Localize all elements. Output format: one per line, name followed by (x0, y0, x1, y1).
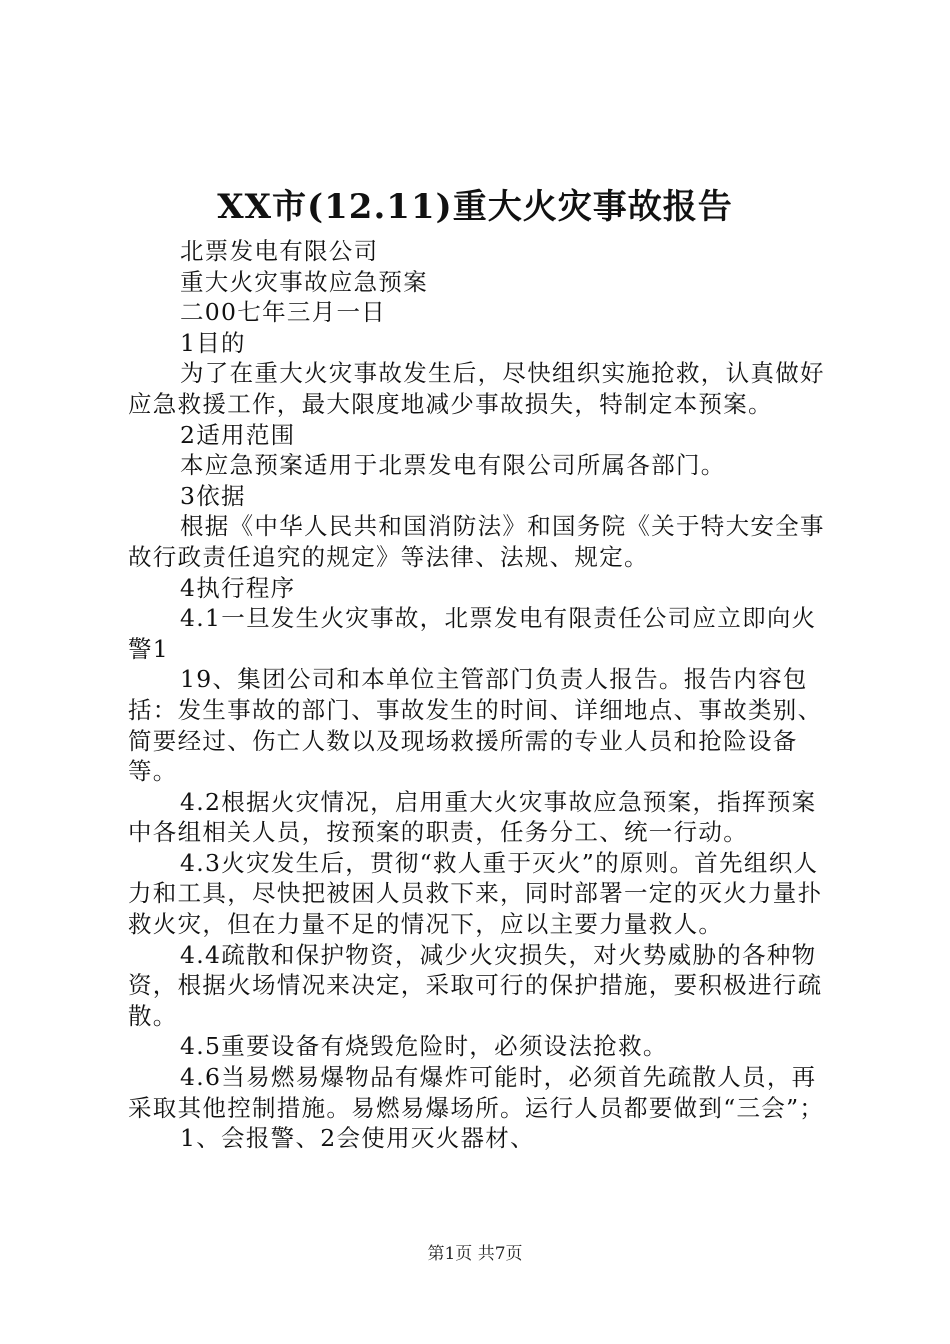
page-footer: 第1页 共7页 (427, 1244, 523, 1264)
paragraph: 4.1一旦发生火灾事故，北票发电有限责任公司应立即向火警1 (128, 604, 817, 663)
paragraph: 3依据 (180, 481, 246, 510)
paragraph: 为了在重大火灾事故发生后，尽快组织实施抢救，认真做好应急救援工作，最大限度地减少事故损失，特制定本预案。 (128, 359, 825, 418)
paragraph: 1、会报警、2会使用灭火器材、 (180, 1124, 535, 1153)
paragraph: 4.4疏散和保护物资，减少火灾损失，对火势威胁的各种物资，根据火场情况来决定，采取可行的保护措施，要积极进行疏散。 (128, 940, 823, 1030)
paragraph: 根据《中华人民共和国消防法》和国务院《关于特大安全事故行政责任追究的规定》等法律、法规、规定。 (128, 512, 825, 571)
paragraph: 2适用范围 (180, 420, 296, 449)
paragraph: 4.2根据火灾情况，启用重大火灾事故应急预案，指挥预案中各组相关人员，按预案的职责，任务分工、统一行动。 (128, 787, 817, 847)
document-body (128, 236, 828, 1154)
paragraph: 4执行程序 (180, 573, 296, 602)
document-title: XX市(12.11)重大火灾事故报告 (217, 187, 733, 227)
paragraph: 19、集团公司和本单位主管部门负责人报告。报告内容包括：发生事故的部门、事故发生的时间、详细地点、事故类别、简要经过、伤亡人数以及现场救援所需的专业人员和抢险设备等。 (128, 665, 823, 786)
paragraph: 二00七年三月一日 (180, 298, 387, 327)
paragraph: 4.6当易燃易爆物品有爆炸可能时，必须首先疏散人员，再采取其他控制措施。易燃易爆场所。运行人员都要做到“三会”； (128, 1063, 825, 1122)
paragraph: 重大火灾事故应急预案 (180, 267, 428, 296)
paragraph: 1目的 (180, 328, 246, 357)
paragraph: 本应急预案适用于北票发电有限公司所属各部门。 (180, 451, 726, 480)
paragraph: 4.5重要设备有烧毁危险时，必须设法抢救。 (180, 1032, 668, 1061)
paragraph: 4.3火灾发生后，贯彻“救人重于灭火”的原则。首先组织人力和工具，尽快把被困人员救下来，同时部署一定的灭火力量扑救火灾，但在力量不足的情况下，应以主要力量救人。 (128, 848, 823, 939)
paragraph: 北票发电有限公司 (180, 237, 379, 265)
